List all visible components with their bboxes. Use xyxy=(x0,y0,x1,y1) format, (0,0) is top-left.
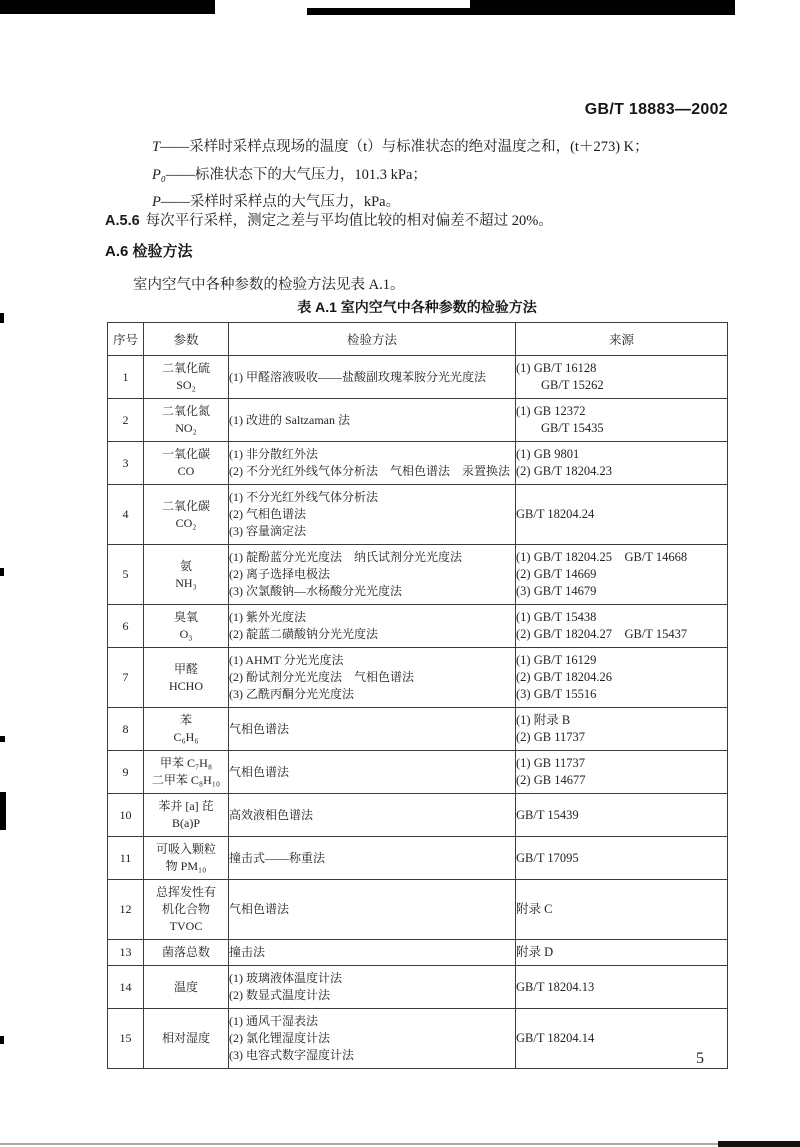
method-cell-line: (1) 靛酚蓝分光光度法 纳氏试剂分光光度法 xyxy=(229,550,462,564)
table-caption: 表 A.1 室内空气中各种参数的检验方法 xyxy=(297,299,537,315)
parameter-cell-line: NH₃ xyxy=(175,575,197,590)
source-cell xyxy=(516,442,728,485)
source-cell-line: (1) GB/T 18204.25 GB/T 14668 xyxy=(516,550,688,564)
method-cell-line: (2) 数显式温度计法 xyxy=(229,988,330,1002)
definition-P0-text: ——标准状态下的大气压力，101.3 kPa； xyxy=(165,166,427,183)
parameter-cell-line: 一氧化碳 xyxy=(161,447,210,461)
row-number-cell-line: 2 xyxy=(122,412,129,427)
row-number-cell xyxy=(108,399,144,442)
row-number-cell-line: 5 xyxy=(122,567,129,581)
methods-table xyxy=(107,322,728,1069)
source-cell-line: (2) GB/T 14669 xyxy=(516,567,597,581)
method-cell-line: 撞击式——称重法 xyxy=(229,850,326,865)
method-cell-line: (2) 不分光红外线气体分析法 气相色谱法 汞置换法 xyxy=(229,464,510,478)
table-row xyxy=(108,399,728,442)
parameter-cell-line: 二甲苯 C₈H₁₀ xyxy=(151,773,221,787)
method-cell-line: 气相色谱法 xyxy=(229,764,290,779)
row-number-cell-line: 9 xyxy=(122,764,129,779)
symbol-T: T xyxy=(152,139,161,155)
parameter-cell-line: 可吸入颗粒 xyxy=(155,842,216,856)
method-cell-line: (2) 酚试剂分光光度法 气相色谱法 xyxy=(229,670,414,684)
row-number-cell-line: 11 xyxy=(119,850,132,865)
scan-artifact-top-bar-right xyxy=(470,0,735,15)
row-number-cell-line: 10 xyxy=(119,807,132,822)
source-cell-line: (2) GB 11737 xyxy=(516,730,585,744)
parameter-cell-line: 菌落总数 xyxy=(161,945,210,959)
source-cell-line: (1) 附录 B xyxy=(516,713,571,727)
method-cell-line: (2) 气相色谱法 xyxy=(229,507,306,521)
row-number-cell-line: 13 xyxy=(119,945,132,959)
row-number-cell xyxy=(108,940,144,966)
parameter-cell-line: 物 PM₁₀ xyxy=(165,859,207,873)
source-cell-line: (3) GB/T 14679 xyxy=(516,584,597,598)
source-cell-line: (1) GB 11737 xyxy=(516,756,585,770)
parameter-cell xyxy=(144,648,229,708)
method-cell-line: 气相色谱法 xyxy=(229,721,290,736)
source-cell xyxy=(516,485,728,545)
parameter-cell xyxy=(144,966,229,1009)
method-cell-line: (1) 改进的 Saltzaman 法 xyxy=(229,412,350,427)
method-cell xyxy=(229,880,516,940)
source-cell-line: (3) GB/T 15516 xyxy=(516,687,597,701)
parameter-cell xyxy=(144,1009,229,1069)
method-cell-line: (3) 电容式数字湿度计法 xyxy=(229,1048,354,1062)
row-number-cell xyxy=(108,708,144,751)
row-number-cell-line: 15 xyxy=(119,1031,132,1045)
source-cell-line: (1) GB/T 15438 xyxy=(516,610,597,624)
method-cell-line: (1) 紫外光度法 xyxy=(229,610,306,624)
table-row xyxy=(108,485,728,545)
method-cell-line: (2) 离子选择电极法 xyxy=(229,567,330,581)
parameter-cell xyxy=(144,751,229,794)
source-cell xyxy=(516,794,728,837)
source-cell xyxy=(516,880,728,940)
table-row xyxy=(108,1009,728,1069)
definition-T xyxy=(152,136,712,164)
parameter-cell-line: SO₂ xyxy=(176,378,196,392)
row-number-cell xyxy=(108,648,144,708)
definition-P0 xyxy=(152,164,712,192)
parameter-cell-line: NO₂ xyxy=(175,421,197,435)
parameter-cell-line: 苯 xyxy=(179,713,192,727)
scan-artifact-left-mark xyxy=(0,313,4,323)
parameter-cell xyxy=(144,399,229,442)
parameter-cell-line: HCHO xyxy=(168,678,203,693)
row-number-cell-line: 1 xyxy=(122,369,129,384)
row-number-cell-line: 3 xyxy=(122,455,129,470)
method-cell xyxy=(229,940,516,966)
method-cell xyxy=(229,794,516,837)
source-cell-line: GB/T 15435 xyxy=(516,421,604,435)
section-heading: A.6 检验方法 xyxy=(105,243,193,260)
parameter-cell xyxy=(144,880,229,940)
table-row xyxy=(108,648,728,708)
table-row xyxy=(108,794,728,837)
method-cell xyxy=(229,708,516,751)
method-cell xyxy=(229,356,516,399)
method-cell-line: 气相色谱法 xyxy=(229,902,290,916)
source-cell xyxy=(516,708,728,751)
row-number-cell-line: 14 xyxy=(119,979,132,994)
table-row xyxy=(108,708,728,751)
clause-a56-text: 每次平行采样，测定之差与平均值比较的相对偏差不超过 20%。 xyxy=(145,213,553,229)
row-number-cell xyxy=(108,605,144,648)
source-cell-line: GB/T 18204.13 xyxy=(516,979,595,994)
table-row xyxy=(108,442,728,485)
table-row xyxy=(108,605,728,648)
method-cell xyxy=(229,442,516,485)
row-number-cell xyxy=(108,356,144,399)
method-cell xyxy=(229,837,516,880)
parameter-cell-line: 二氧化碳 xyxy=(161,498,210,513)
row-number-cell-line: 8 xyxy=(122,721,129,736)
source-cell-line: (1) GB/T 16128 xyxy=(516,361,597,375)
source-cell-line: 附录 C xyxy=(516,902,553,916)
method-cell xyxy=(229,605,516,648)
method-cell-line: (3) 次氯酸钠—水杨酸分光光度法 xyxy=(229,584,402,598)
method-cell-line: (3) 乙酰丙酮分光光度法 xyxy=(229,687,354,701)
section-intro: 室内空气中各种参数的检验方法见表 A.1。 xyxy=(133,277,405,293)
source-cell-line: GB/T 15439 xyxy=(516,807,579,822)
parameter-cell-line: 苯并 [a] 芘 xyxy=(158,799,214,813)
source-cell-line: (2) GB/T 18204.27 GB/T 15437 xyxy=(516,627,688,641)
parameter-cell xyxy=(144,442,229,485)
method-cell xyxy=(229,1009,516,1069)
source-cell-line: (2) GB 14677 xyxy=(516,773,586,787)
parameter-cell-line: 氨 xyxy=(179,558,192,573)
row-number-cell-line: 6 xyxy=(122,618,129,633)
source-cell-line: (2) GB/T 18204.23 xyxy=(516,464,612,478)
parameter-cell xyxy=(144,940,229,966)
table-row xyxy=(108,751,728,794)
scan-artifact-top-bar-left xyxy=(0,0,215,14)
source-cell xyxy=(516,940,728,966)
row-number-cell-line: 12 xyxy=(119,902,132,916)
source-cell xyxy=(516,356,728,399)
page-number: 5 xyxy=(696,1050,704,1067)
row-number-cell xyxy=(108,485,144,545)
parameter-cell-line: CO₂ xyxy=(175,515,197,530)
row-number-cell xyxy=(108,1009,144,1069)
table-row xyxy=(108,966,728,1009)
table-header-row xyxy=(108,323,728,356)
row-number-cell xyxy=(108,545,144,605)
source-cell-line: GB/T 18204.14 xyxy=(516,1031,595,1045)
source-cell-line: (1) GB/T 16129 xyxy=(516,653,597,667)
table-row xyxy=(108,940,728,966)
row-number-cell-line: 7 xyxy=(122,670,129,684)
source-cell-line: 附录 D xyxy=(516,945,554,959)
method-cell-line: (1) 不分光红外线气体分析法 xyxy=(229,490,378,504)
source-cell xyxy=(516,837,728,880)
parameter-cell-line: 二氧化氮 xyxy=(161,404,210,418)
parameter-cell-line: C₆H₆ xyxy=(173,730,199,744)
source-cell xyxy=(516,399,728,442)
clause-a56 xyxy=(105,209,725,230)
parameter-cell xyxy=(144,708,229,751)
document-code: GB/T 18883—2002 xyxy=(584,101,728,118)
source-cell-line: GB/T 15262 xyxy=(516,378,604,392)
symbol-definitions xyxy=(152,136,712,219)
source-cell-line: GB/T 18204.24 xyxy=(516,507,595,521)
scan-artifact-left-mark xyxy=(0,1036,4,1044)
method-cell-line: (1) 玻璃液体温度计法 xyxy=(229,971,342,985)
table-row xyxy=(108,837,728,880)
table-row xyxy=(108,356,728,399)
parameter-cell xyxy=(144,605,229,648)
parameter-cell-line: 臭氧 xyxy=(173,610,198,624)
table-row xyxy=(108,880,728,940)
row-number-cell-line: 4 xyxy=(122,507,129,521)
scan-artifact-bottom-bar xyxy=(718,1141,800,1147)
method-cell xyxy=(229,399,516,442)
col-header-no: 序号 xyxy=(108,323,144,356)
parameter-cell-line: 总挥发性有 xyxy=(155,885,216,899)
methods-table-body xyxy=(108,356,728,1069)
method-cell xyxy=(229,648,516,708)
method-cell-line: 撞击法 xyxy=(229,945,266,959)
method-cell-line: 高效液相色谱法 xyxy=(229,807,314,822)
definition-T-text: ——采样时采样点现场的温度（t）与标准状态的绝对温度之和，(t＋273) K； xyxy=(160,139,649,155)
source-cell-line: GB/T 17095 xyxy=(516,850,579,865)
parameter-cell xyxy=(144,356,229,399)
source-cell-line: (1) GB 12372 xyxy=(516,404,586,418)
scan-artifact-left-mark xyxy=(0,568,4,576)
row-number-cell xyxy=(108,880,144,940)
symbol-P: P xyxy=(152,194,161,210)
parameter-cell-line: O₃ xyxy=(179,627,193,641)
source-cell-line: (2) GB/T 18204.26 xyxy=(516,670,612,684)
method-cell-line: (3) 容量滴定法 xyxy=(229,524,306,538)
row-number-cell xyxy=(108,442,144,485)
source-cell xyxy=(516,751,728,794)
parameter-cell xyxy=(144,545,229,605)
method-cell xyxy=(229,966,516,1009)
clause-a56-label: A.5.6 xyxy=(105,213,140,229)
parameter-cell-line: TVOC xyxy=(169,919,203,933)
table-row xyxy=(108,545,728,605)
source-cell xyxy=(516,545,728,605)
parameter-cell xyxy=(144,837,229,880)
method-cell-line: (2) 靛蓝二磺酸钠分光光度法 xyxy=(229,627,378,641)
method-cell-line: (1) AHMT 分光光度法 xyxy=(229,653,344,667)
scan-artifact-top-bar-mid xyxy=(307,8,470,15)
method-cell-line: (1) 非分散红外法 xyxy=(229,447,318,461)
parameter-cell-line: CO xyxy=(177,464,195,478)
definition-P-text: ——采样时采样点的大气压力，kPa。 xyxy=(160,194,401,210)
source-cell xyxy=(516,648,728,708)
scan-artifact-left-bar xyxy=(0,792,6,830)
method-cell xyxy=(229,545,516,605)
method-cell xyxy=(229,751,516,794)
method-cell-line: (1) 通风干湿表法 xyxy=(229,1014,318,1028)
row-number-cell xyxy=(108,794,144,837)
symbol-P0: P₀ xyxy=(152,166,166,183)
col-header-source: 来源 xyxy=(516,323,728,356)
method-cell-line: (2) 氯化锂湿度计法 xyxy=(229,1031,330,1045)
row-number-cell xyxy=(108,751,144,794)
source-cell xyxy=(516,605,728,648)
scan-artifact-left-mark xyxy=(0,736,5,742)
parameter-cell-line: 机化合物 xyxy=(161,902,210,916)
parameter-cell xyxy=(144,485,229,545)
method-cell xyxy=(229,485,516,545)
col-header-method: 检验方法 xyxy=(229,323,516,356)
parameter-cell-line: B(a)P xyxy=(172,816,200,830)
scan-artifact-bottom-line xyxy=(0,1143,800,1145)
parameter-cell-line: 二氧化硫 xyxy=(161,361,210,375)
col-header-parameter: 参数 xyxy=(144,323,229,356)
parameter-cell-line: 甲醛 xyxy=(173,661,198,676)
source-cell xyxy=(516,966,728,1009)
parameter-cell xyxy=(144,794,229,837)
row-number-cell xyxy=(108,966,144,1009)
parameter-cell-line: 甲苯 C₇H₈ xyxy=(159,756,213,770)
parameter-cell-line: 温度 xyxy=(173,979,198,994)
source-cell-line: (1) GB 9801 xyxy=(516,447,580,461)
parameter-cell-line: 相对湿度 xyxy=(161,1031,210,1045)
row-number-cell xyxy=(108,837,144,880)
method-cell-line: (1) 甲醛溶液吸收——盐酸副玫瑰苯胺分光光度法 xyxy=(229,369,486,384)
